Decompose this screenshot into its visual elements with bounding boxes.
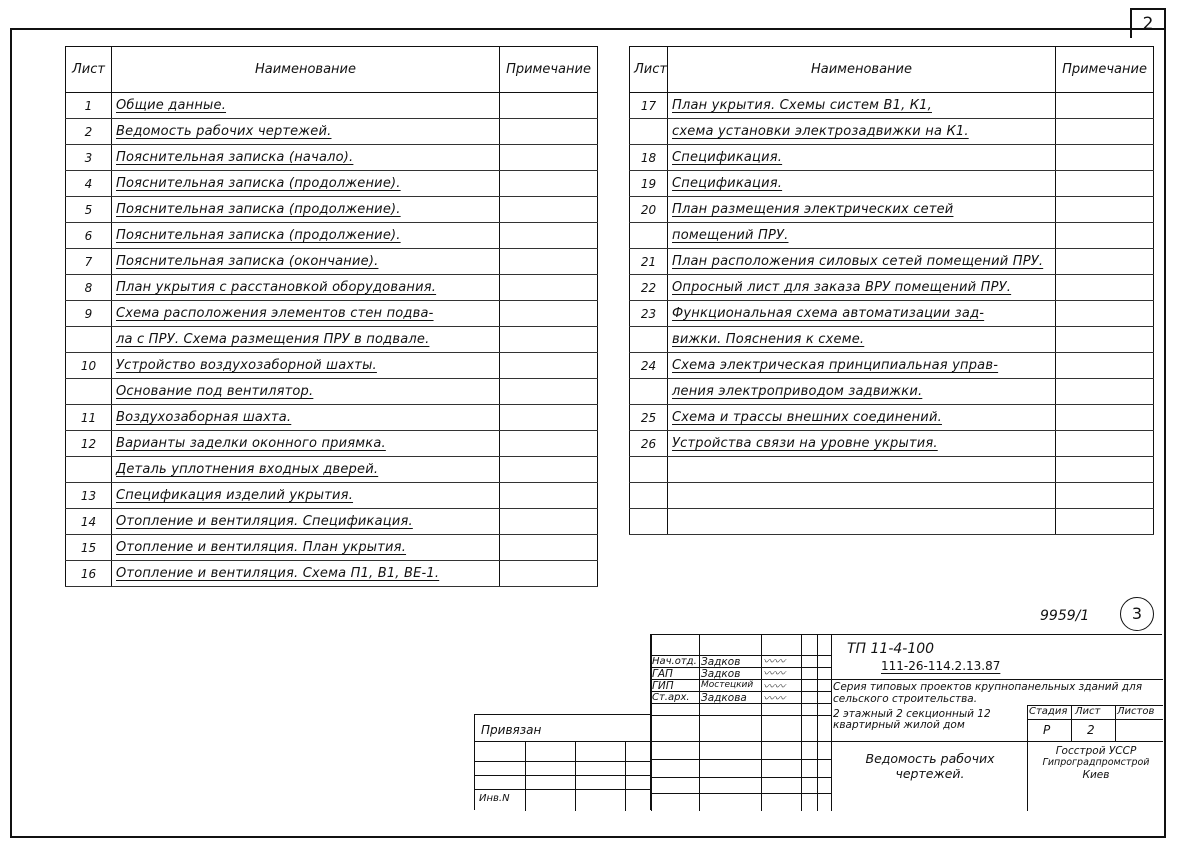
- table-row: [66, 457, 598, 483]
- row-note: [500, 249, 598, 275]
- row-sheet-number: 2: [66, 119, 112, 145]
- signature-2: 〰〰: [763, 667, 785, 680]
- table-row: [66, 197, 598, 223]
- row-name-text: Функциональная схема автоматизации зад-: [672, 306, 985, 321]
- row-name-text: Отопление и вентиляция. Спецификация.: [116, 514, 413, 529]
- row-name-text: Спецификация.: [672, 176, 783, 191]
- binding-block: [474, 714, 650, 810]
- circle-number: [1120, 597, 1154, 631]
- row-name-text: Схема и трассы внешних соединений.: [672, 410, 942, 425]
- row-name: [112, 145, 500, 171]
- row-name: [112, 457, 500, 483]
- header-sheet: Лист: [66, 47, 112, 93]
- row-name: [112, 249, 500, 275]
- row-name-text: Схема электрическая принципиальная управ-: [672, 358, 999, 373]
- table-row: [630, 457, 1154, 483]
- building-text: 2 этажный 2 секционный 12 квартирный жилой дом: [833, 708, 991, 731]
- row-name-text: План расположения силовых сетей помещений ПРУ.: [672, 254, 1044, 269]
- row-name: [668, 431, 1056, 457]
- row-sheet-number: [630, 327, 668, 353]
- row-sheet-number: 18: [630, 145, 668, 171]
- row-name-text: Устройства связи на уровне укрытия.: [672, 436, 938, 451]
- row-name-text: Схема расположения элементов стен подва-: [116, 306, 434, 321]
- row-sheet-number: [66, 457, 112, 483]
- row-name-text: Деталь уплотнения входных дверей.: [116, 462, 379, 477]
- row-note: [500, 509, 598, 535]
- row-sheet-number: 24: [630, 353, 668, 379]
- row-sheet-number: 10: [66, 353, 112, 379]
- row-note: [500, 145, 598, 171]
- row-name-text: ления электроприводом задвижки.: [672, 384, 923, 399]
- row-sheet-number: [66, 379, 112, 405]
- row-note: [1056, 275, 1154, 301]
- row-note: [500, 301, 598, 327]
- row-name-text: Спецификация изделий укрытия.: [116, 488, 354, 503]
- row-note: [1056, 119, 1154, 145]
- row-sheet-number: 6: [66, 223, 112, 249]
- header-name: Наименование: [112, 47, 500, 93]
- row-name-text: План размещения электрических сетей: [672, 202, 954, 217]
- row-name: [112, 327, 500, 353]
- row-note: [1056, 457, 1154, 483]
- table-row: [630, 379, 1154, 405]
- row-name: [668, 249, 1056, 275]
- row-name: [112, 509, 500, 535]
- name-1: Задков: [701, 656, 741, 668]
- row-sheet-number: 5: [66, 197, 112, 223]
- row-note: [1056, 509, 1154, 535]
- row-name: [112, 197, 500, 223]
- row-sheet-number: 21: [630, 249, 668, 275]
- row-name: [668, 353, 1056, 379]
- sheet-label: Лист: [1075, 706, 1101, 717]
- row-sheet-number: [66, 327, 112, 353]
- role-2: ГАП: [652, 668, 673, 680]
- row-name-text: Опросный лист для заказа ВРУ помещений ПРУ.: [672, 280, 1012, 295]
- row-name: [112, 535, 500, 561]
- sheets-label: Листов: [1117, 706, 1155, 717]
- row-note: [500, 197, 598, 223]
- table-row: [66, 249, 598, 275]
- row-name: [112, 93, 500, 119]
- signature-3: 〰〰: [763, 680, 785, 693]
- row-name: [668, 145, 1056, 171]
- role-3: ГИП: [652, 680, 674, 692]
- series-text: Серия типовых проектов крупнопанельных зданий для сельского строительства.: [833, 681, 1143, 705]
- row-name-text: ла с ПРУ. Схема размещения ПРУ в подвале.: [116, 332, 430, 347]
- row-note: [500, 561, 598, 587]
- row-sheet-number: 15: [66, 535, 112, 561]
- header-sheet: Лист: [630, 47, 668, 93]
- row-name: [668, 301, 1056, 327]
- table-row: [630, 353, 1154, 379]
- row-name-text: Пояснительная записка (начало).: [116, 150, 354, 165]
- row-note: [500, 171, 598, 197]
- signature-1: 〰〰: [763, 655, 785, 668]
- table-row: [630, 223, 1154, 249]
- row-name: [112, 405, 500, 431]
- row-note: [1056, 327, 1154, 353]
- binding-label: Привязан: [481, 723, 542, 737]
- row-note: [500, 223, 598, 249]
- row-name-text: Воздухозаборная шахта.: [116, 410, 292, 425]
- table-row: [630, 249, 1154, 275]
- row-sheet-number: [630, 119, 668, 145]
- table-row: [630, 301, 1154, 327]
- right-drawings-table: [629, 46, 1154, 535]
- left-drawings-table: [65, 46, 598, 587]
- row-sheet-number: 14: [66, 509, 112, 535]
- row-note: [1056, 353, 1154, 379]
- row-name: [112, 353, 500, 379]
- table-row: [66, 405, 598, 431]
- row-name-text: Основание под вентилятор.: [116, 384, 314, 399]
- row-note: [1056, 405, 1154, 431]
- table-row: [630, 483, 1154, 509]
- table-row: [66, 353, 598, 379]
- row-name-text: помещений ПРУ.: [672, 228, 789, 243]
- row-name: [668, 275, 1056, 301]
- row-sheet-number: 22: [630, 275, 668, 301]
- row-sheet-number: 9: [66, 301, 112, 327]
- stage-label: Стадия: [1029, 706, 1068, 717]
- row-name: [668, 171, 1056, 197]
- row-name-text: Пояснительная записка (продолжение).: [116, 228, 401, 243]
- title-block: [650, 634, 1162, 810]
- table-row: [630, 275, 1154, 301]
- row-note: [500, 119, 598, 145]
- row-name: [668, 93, 1056, 119]
- row-name-text: Пояснительная записка (окончание).: [116, 254, 379, 269]
- inventory-number: 9959/1: [1040, 608, 1090, 624]
- table-row: [66, 561, 598, 587]
- row-note: [500, 93, 598, 119]
- table-row: [66, 145, 598, 171]
- row-sheet-number: 20: [630, 197, 668, 223]
- row-name-text: Пояснительная записка (продолжение).: [116, 202, 401, 217]
- row-sheet-number: [630, 483, 668, 509]
- row-note: [1056, 249, 1154, 275]
- row-note: [500, 431, 598, 457]
- row-name-text: План укрытия. Схемы систем В1, К1,: [672, 98, 932, 113]
- row-sheet-number: 25: [630, 405, 668, 431]
- name-2: Задков: [701, 668, 741, 680]
- row-note: [500, 483, 598, 509]
- code-line-1: ТП 11-4-100: [847, 641, 935, 657]
- row-name: [112, 301, 500, 327]
- table-row: [630, 405, 1154, 431]
- row-name-text: Пояснительная записка (продолжение).: [116, 176, 401, 191]
- table-row: [66, 379, 598, 405]
- sheet-number: 2: [1142, 14, 1154, 34]
- table-row: [66, 223, 598, 249]
- row-name: [668, 405, 1056, 431]
- name-4: Задкова: [701, 692, 747, 704]
- row-name: [668, 379, 1056, 405]
- row-name: [668, 119, 1056, 145]
- org-line-3: Киев: [1082, 769, 1110, 781]
- org-line-2: Гипроградпромстрой: [1042, 757, 1150, 768]
- row-note: [500, 535, 598, 561]
- code-line-2: 111-26-114.2.13.87: [881, 659, 1001, 673]
- table-row: [66, 535, 598, 561]
- row-sheet-number: 4: [66, 171, 112, 197]
- name-3: Мостецкий: [701, 680, 754, 690]
- row-note: [1056, 93, 1154, 119]
- row-sheet-number: 7: [66, 249, 112, 275]
- row-name: [112, 171, 500, 197]
- table-row: [66, 171, 598, 197]
- document-title: Ведомость рабочих чертежей.: [865, 751, 995, 781]
- header-note: Примечание: [500, 47, 598, 93]
- table-row: [66, 431, 598, 457]
- row-name-text: Отопление и вентиляция. Схема П1, В1, ВЕ-1.: [116, 566, 440, 581]
- table-row: [66, 509, 598, 535]
- row-name-text: Общие данные.: [116, 98, 227, 113]
- row-note: [500, 379, 598, 405]
- header-name: Наименование: [668, 47, 1056, 93]
- row-sheet-number: 12: [66, 431, 112, 457]
- table-row: [66, 119, 598, 145]
- row-sheet-number: 1: [66, 93, 112, 119]
- row-sheet-number: 13: [66, 483, 112, 509]
- row-note: [1056, 171, 1154, 197]
- row-note: [1056, 145, 1154, 171]
- row-name: [112, 379, 500, 405]
- header-note: Примечание: [1056, 47, 1154, 93]
- row-name: [668, 509, 1056, 535]
- table-row: [66, 301, 598, 327]
- row-name: [112, 561, 500, 587]
- row-name: [112, 119, 500, 145]
- row-note: [1056, 483, 1154, 509]
- table-row: [630, 145, 1154, 171]
- right-table-header: [630, 47, 1154, 93]
- row-name: [112, 483, 500, 509]
- row-name-text: Спецификация.: [672, 150, 783, 165]
- circle-number-text: 3: [1131, 604, 1143, 623]
- row-name-text: Отопление и вентиляция. План укрытия.: [116, 540, 407, 555]
- table-row: [66, 483, 598, 509]
- row-name: [668, 327, 1056, 353]
- row-name-text: Устройство воздухозаборной шахты.: [116, 358, 377, 373]
- row-sheet-number: [630, 457, 668, 483]
- row-note: [500, 457, 598, 483]
- row-name: [112, 223, 500, 249]
- row-note: [500, 275, 598, 301]
- inv-label: Инв.N: [479, 793, 510, 804]
- row-name: [112, 275, 500, 301]
- row-sheet-number: 8: [66, 275, 112, 301]
- row-name-text: План укрытия с расстановкой оборудования.: [116, 280, 437, 295]
- row-sheet-number: [630, 379, 668, 405]
- row-sheet-number: 17: [630, 93, 668, 119]
- row-note: [1056, 301, 1154, 327]
- table-row: [630, 119, 1154, 145]
- row-sheet-number: 26: [630, 431, 668, 457]
- row-name-text: схема установки электрозадвижки на К1.: [672, 124, 969, 139]
- table-row: [66, 327, 598, 353]
- row-note: [500, 353, 598, 379]
- row-name-text: Варианты заделки оконного приямка.: [116, 436, 386, 451]
- row-note: [500, 405, 598, 431]
- table-row: [66, 93, 598, 119]
- row-name-text: вижки. Пояснения к схеме.: [672, 332, 865, 347]
- row-note: [1056, 223, 1154, 249]
- row-name: [112, 431, 500, 457]
- row-sheet-number: [630, 223, 668, 249]
- row-name: [668, 223, 1056, 249]
- row-note: [500, 327, 598, 353]
- table-row: [630, 509, 1154, 535]
- stage-value: Р: [1043, 723, 1051, 737]
- signature-4: 〰〰: [763, 692, 785, 705]
- role-4: Ст.арх.: [652, 692, 690, 703]
- sheet-value: 2: [1087, 723, 1095, 737]
- table-row: [630, 93, 1154, 119]
- row-sheet-number: 11: [66, 405, 112, 431]
- table-row: [630, 327, 1154, 353]
- row-sheet-number: 3: [66, 145, 112, 171]
- row-name: [668, 483, 1056, 509]
- table-row: [630, 171, 1154, 197]
- role-1: Нач.отд.: [652, 656, 697, 667]
- table-row: [630, 197, 1154, 223]
- row-sheet-number: 16: [66, 561, 112, 587]
- row-note: [1056, 379, 1154, 405]
- row-note: [1056, 431, 1154, 457]
- row-sheet-number: 19: [630, 171, 668, 197]
- org-line-1: Госстрой УССР: [1055, 745, 1137, 757]
- row-sheet-number: [630, 509, 668, 535]
- row-name: [668, 457, 1056, 483]
- row-name-text: Ведомость рабочих чертежей.: [116, 124, 332, 139]
- row-name: [668, 197, 1056, 223]
- row-sheet-number: 23: [630, 301, 668, 327]
- left-table-header: [66, 47, 598, 93]
- table-row: [630, 431, 1154, 457]
- row-note: [1056, 197, 1154, 223]
- table-row: [66, 275, 598, 301]
